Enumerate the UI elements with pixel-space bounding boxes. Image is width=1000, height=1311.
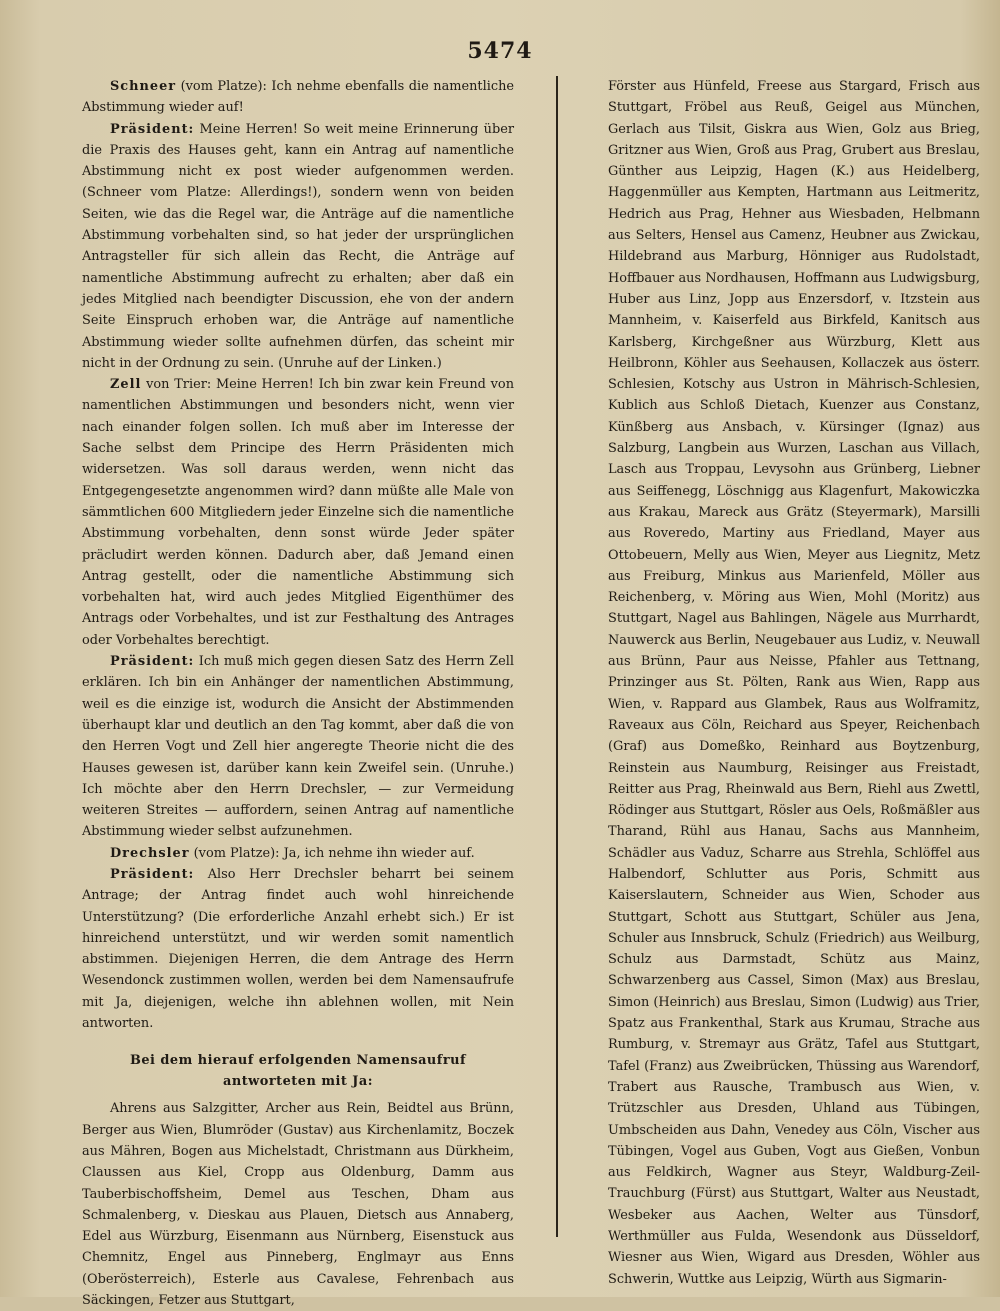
speaker-name: Zell <box>110 377 142 393</box>
paragraph-text: Ich muß mich gegen diesen Satz des Herrn Zell erklären. Ich bin ein Anhänger der namentlichen Abstimmung, weil es die einzige ist, wodurch die Ansicht der Abstimmenden überhaupt klar und deutlich an den Tag kommt, aber daß die von den Herren Vogt und Zell hier angeregte Theorie nicht die des Hauses gewesen ist, darüber kann kein Zweifel sein. (Unruhe.) Ich möchte aber den Herrn Drechsler, — zur Vermeidung weiteren Streites — auffordern, seinen Antrag auf namentliche Abstimmung wieder selbst aufzunehmen. <box>82 654 514 840</box>
speaker-name: Präsident: <box>110 654 195 670</box>
paragraph-praesident-1 <box>82 119 514 375</box>
names-list-right: Förster aus Hünfeld, Freese aus Stargard, Frisch aus Stuttgart, Fröbel aus Reuß, Geigel aus München, Gerlach aus Tilsit, Giskra aus Wien, Golz aus Brieg, Gritzner aus Wien, Groß aus Prag, Grubert aus Breslau, Günther aus Leipzig, Hagen (K.) aus Heidelberg, Haggenmüller aus Kempten, Hartmann aus Leitmeritz, Hedrich aus Prag, Hehner aus Wiesbaden, Helbmann aus Selters, Hensel aus Camenz, Heubner aus Zwickau, Hildebrand aus Marburg, Hönniger aus Rudolstadt, Hoffbauer aus Nordhausen, Hoffmann aus Ludwigsburg, Huber aus Linz, Jopp aus Enzersdorf, v. Itzstein aus Mannheim, v. Kaiserfeld aus Birkfeld, Kanitsch aus Karlsberg, Kirchgeßner aus Würzburg, Klett aus Heilbronn, Köhler aus Seehausen, Kollaczek aus österr. Schlesien, Kotschy aus Ustron in Mährisch-Schlesien, Kublich aus Schloß Dietach, Kuenzer aus Constanz, Künßberg aus Ansbach, v. Kürsinger (Ignaz) aus Salzburg, Langbein aus Wurzen, Laschan aus Villach, Lasch aus Troppau, Levysohn aus Grünberg, Liebner aus Seiffenegg, Löschnigg aus Klagenfurt, Makowiczka aus Krakau, Mareck aus Grätz (Steyermark), Marsilli aus Roveredo, Martiny aus Friedland, Mayer aus Ottobeuern, Melly aus Wien, Meyer aus Liegnitz, Metz aus Freiburg, Minkus aus Marienfeld, Möller aus Reichenberg, v. Möring aus Wien, Mohl (Moritz) aus Stuttgart, Nagel aus Bahlingen, Nägele aus Murrhardt, Nauwerck aus Berlin, Neugebauer aus Ludiz, v. Neuwall aus Brünn, Paur aus Neisse, Pfahler aus Tettnang, Prinzinger aus St. Pölten, Rank aus Wien, Rapp aus Wien, v. Rappard aus Glambek, Raus aus Wolframitz, Raveaux aus Cöln, Reichard aus Speyer, Reichenbach (Graf) aus Domeßko, Reinhard aus Boytzenburg, Reinstein aus Naumburg, Reisinger aus Freistadt, Reitter aus Prag, Rheinwald aus Bern, Riehl aus Zwettl, Rödinger aus Stuttgart, Rösler aus Oels, Roßmäßler aus Tharand, Rühl aus Hanau, Sachs aus Mannheim, Schädler aus Vaduz, Scharre aus Strehla, Schlöffel aus Halbendorf, Schlutter aus Poris, Schmitt aus Kaiserslautern, Schneider aus Wien, Schoder aus Stuttgart, Schott aus Stuttgart, Schüler aus Jena, Schuler aus Innsbruck, Schulz (Friedrich) aus Weilburg, Schulz aus Darmstadt, Schütz aus Mainz, Schwarzenberg aus Cassel, Simon (Max) aus Breslau, Simon (Heinrich) aus Breslau, Simon (Ludwig) aus Trier, Spatz aus Frankenthal, Stark aus Krumau, Strache aus Rumburg, v. Stremayr aus Grätz, Tafel aus Stuttgart, Tafel (Franz) aus Zweibrücken, Thüssing aus Warendorf, Trabert aus Rausche, Trambusch aus Wien, v. Trützschler aus Dresden, Uhland aus Tübingen, Umbscheiden aus Dahn, Venedey aus Cöln, Vischer aus Tübingen, Vogel aus Guben, Vogt aus Gießen, Vonbun aus Feldkirch, Wagner aus Steyr, Waldburg-Zeil-Trauchburg (Fürst) aus Stuttgart, Walter aus Neustadt, Wesbeker aus Aachen, Welter aus Tünsdorf, Werthmüller aus Fulda, Wesendonk aus Düsseldorf, Wiesner aus Wien, Wigard aus Dresden, Wöhler aus Schwerin, Wuttke aus Leipzig, Würth aus Sigmarin- <box>608 79 980 1287</box>
section-heading: Bei dem hierauf erfolgenden Namensaufruf antworteten mit Ja: <box>129 1053 467 1090</box>
paragraph-drechsler <box>82 843 514 864</box>
page-number: 5474 <box>467 38 533 64</box>
paragraph-text: von Trier: Meine Herren! Ich bin zwar kein Freund von namentlichen Abstimmungen und besonders nicht, wenn vier nach einander folgen sollen. Ich muß aber im Interesse der Sache selbst dem Principe des Herrn Präsidenten mich widersetzen. Was soll daraus werden, wenn nicht das Entgegengesetzte angenommen wird? dann müßte alle Male von sämmtlichen 600 Mitgliedern jeder Einzelne sich die namentliche Abstimmung vorbehalten, denn sonst würde Jeder später präcludirt werden können. Dadurch aber, daß Jemand einen Antrag gestellt, oder die namentliche Abstimmung sich vorbehalten hat, wird auch jedes Mitglied Eigenthümer des Antrags oder Vorbehaltes, und ist zur Festhaltung des Antrages oder Vorbehaltes berechtigt. <box>82 377 514 648</box>
paragraph-text: Meine Herren! So weit meine Erinnerung über die Praxis des Hauses geht, kann ein Antrag auf namentliche Abstimmung nicht ex post wieder aufgenommen werden. (Schneer vom Platze: Allerdings!), sondern wenn von beiden Seiten, wie das die Regel war, die Anträge auf die namentliche Abstimmung vorbehalten sind, so hat jeder der ursprünglichen Antragsteller für sich allein das Recht, die Anträge auf namentliche Abstimmung aufrecht zu erhalten; aber daß ein jedes Mitglied nach beendigter Discussion, ehe von der andern Seite Einspruch erhoben war, die Anträge auf namentliche Abstimmung wieder sollte aufnehmen dürfen, das scheint mir nicht in der Ordnung zu sein. (Unruhe auf der Linken.) <box>82 121 514 371</box>
column-divider <box>556 76 558 1237</box>
speaker-name: Präsident: <box>110 121 195 137</box>
paragraph-text: Also Herr Drechsler beharrt bei seinem Antrage; der Antrag findet auch wohl hinreichende Unterstützung? (Die erforderliche Anzahl erhebt sich.) Er ist hinreichend unterstützt, und wir werden somit namentlich abstimmen. Diejenigen Herren, die dem Antrage des Herrn Wesendonck zustimmen wollen, werden bei dem Namensaufrufe mit Ja, diejenigen, welche ihn ablehnen wollen, mit Nein antworten. <box>82 866 514 1032</box>
left-column <box>82 76 514 1309</box>
paragraph-praesident-3 <box>82 864 514 1034</box>
paragraph-schneer <box>82 76 514 119</box>
speaker-name: Präsident: <box>110 866 195 882</box>
names-list-left: Ahrens aus Salzgitter, Archer aus Rein, Beidtel aus Brünn, Berger aus Wien, Blumröder (Gustav) aus Kirchenlamitz, Boczek aus Mähren, Bogen aus Michelstadt, Christmann aus Dürkheim, Claussen aus Kiel, Cropp aus Oldenburg, Damm aus Tauberbischoffsheim, Demel aus Teschen, Dham aus Schmalenberg, v. Dieskau aus Plauen, Dietsch aus Annaberg, Edel aus Würzburg, Eisenmann aus Nürnberg, Eisenstuck aus Chemnitz, Engel aus Pinneberg, Englmayr aus Enns (Oberösterreich), Esterle aus Cavalese, Fehrenbach aus Säckingen, Fetzer aus Stuttgart, <box>82 1101 514 1309</box>
speaker-name: Schneer <box>110 79 177 94</box>
paragraph-zell <box>82 374 514 651</box>
paragraph-text: (vom Platze): Ich nehme ebenfalls die namentliche Abstimmung wieder auf! <box>82 79 514 116</box>
paragraph-text: (vom Platze): Ja, ich nehme ihn wieder auf. <box>189 845 475 861</box>
right-column <box>608 76 980 1287</box>
speaker-name: Drechsler <box>110 845 190 861</box>
paragraph-praesident-2 <box>82 651 514 843</box>
